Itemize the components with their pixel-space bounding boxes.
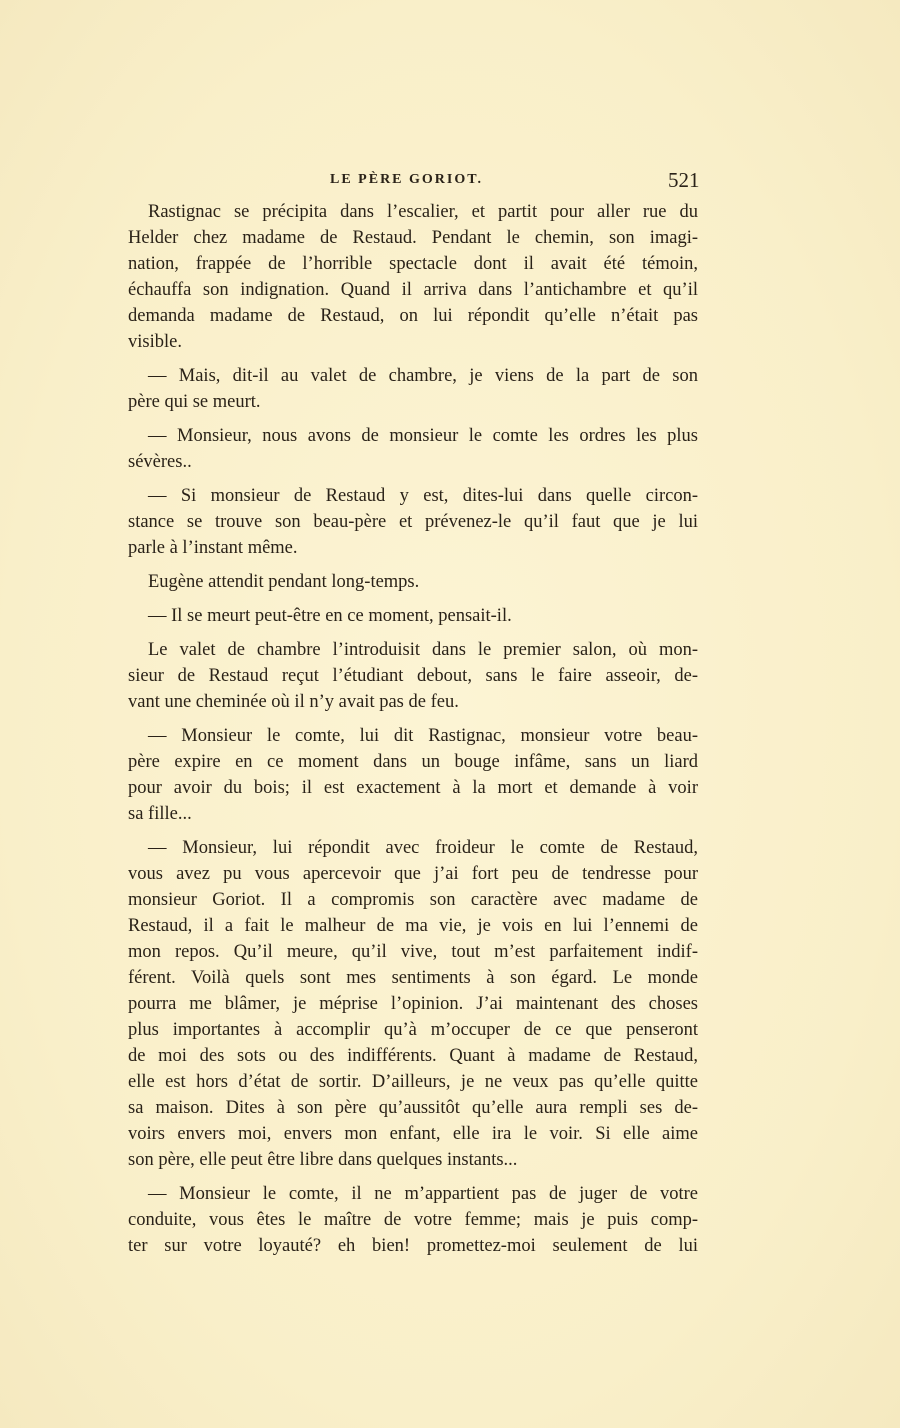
text-line: monsieur Goriot. Il a compromis son caractère avec madame de [128,890,698,910]
text-line: demanda madame de Restaud, on lui répondit qu’elle n’était pas [128,306,698,326]
text-line: pour avoir du bois; il est exactement à la mort et demande à voir [128,778,698,798]
text-line: père expire en ce moment dans un bouge infâme, sans un liard [128,752,698,772]
text-line: parle à l’instant même. [128,538,298,558]
paragraph [128,199,698,355]
page-number: 521 [668,168,700,192]
text-line: vant une cheminée où il n’y avait pas de feu. [128,692,459,712]
paragraph [128,637,698,715]
text-line: stance se trouve son beau-père et prévenez-le qu’il faut que je lui [128,512,698,532]
text-line: férent. Voilà quels sont mes sentiments à son égard. Le monde [128,968,698,988]
paragraph [128,723,698,827]
text-line: — Monsieur, lui répondit avec froideur le comte de Restaud, [148,838,698,858]
text-line: son père, elle peut être libre dans quelques instants... [128,1150,518,1170]
text-line: vous avez pu vous apercevoir que j’ai fort peu de tendresse pour [128,864,698,884]
text-line: Le valet de chambre l’introduisit dans le premier salon, où mon- [148,640,698,660]
text-line: ter sur votre loyauté? eh bien! promettez-moi seulement de lui [128,1236,698,1256]
text-line: — Monsieur le comte, il ne m’appartient pas de juger de votre [148,1184,698,1204]
paragraph [128,1181,698,1259]
paragraph [128,569,698,595]
text-line: de moi des sots ou des indifférents. Quant à madame de Restaud, [128,1046,698,1066]
text-line: Eugène attendit pendant long-temps. [148,572,420,592]
paragraph [128,483,698,561]
text-line: visible. [128,332,182,352]
paragraph [128,363,698,415]
running-title: LE PÈRE GORIOT. [330,172,484,187]
text-line: — Mais, dit-il au valet de chambre, je viens de la part de son [148,366,698,386]
paragraph [128,603,698,629]
text-line: — Monsieur, nous avons de monsieur le comte les ordres les plus [148,426,698,446]
text-line: conduite, vous êtes le maître de votre femme; mais je puis comp- [128,1210,698,1230]
text-line: nation, frappée de l’horrible spectacle dont il avait été témoin, [128,254,698,274]
text-line: Helder chez madame de Restaud. Pendant le chemin, son imagi- [128,228,698,248]
text-line: mon repos. Qu’il meure, qu’il vive, tout m’est parfaitement indif- [128,942,698,962]
text-line: père qui se meurt. [128,392,261,412]
text-line: — Si monsieur de Restaud y est, dites-lui dans quelle circon- [148,486,698,506]
text-line: — Monsieur le comte, lui dit Rastignac, monsieur votre beau- [148,726,698,746]
text-line: — Il se meurt peut-être en ce moment, pensait-il. [148,606,512,626]
text-line: elle est hors d’état de sortir. D’ailleurs, je ne veux pas qu’elle quitte [128,1072,698,1092]
paragraph [128,835,698,1173]
text-line: pourra me blâmer, je méprise l’opinion. J’ai maintenant des choses [128,994,698,1014]
text-line: plus importantes à accomplir qu’à m’occuper de ce que penseront [128,1020,698,1040]
text-line: Rastignac se précipita dans l’escalier, et partit pour aller rue du [148,202,698,222]
text-line: Restaud, il a fait le malheur de ma vie, je vois en lui l’ennemi de [128,916,698,936]
text-line: sa fille... [128,804,192,824]
text-line: sa maison. Dites à son père qu’aussitôt qu’elle aura rempli ses de- [128,1098,698,1118]
text-line: échauffa son indignation. Quand il arriva dans l’antichambre et qu’il [128,280,698,300]
paragraph [128,423,698,475]
body-text [128,199,698,1267]
text-line: sieur de Restaud reçut l’étudiant debout, sans le faire asseoir, de- [128,666,698,686]
text-line: sévères.. [128,452,192,472]
text-line: voirs envers moi, envers mon enfant, elle ira le voir. Si elle aime [128,1124,698,1144]
